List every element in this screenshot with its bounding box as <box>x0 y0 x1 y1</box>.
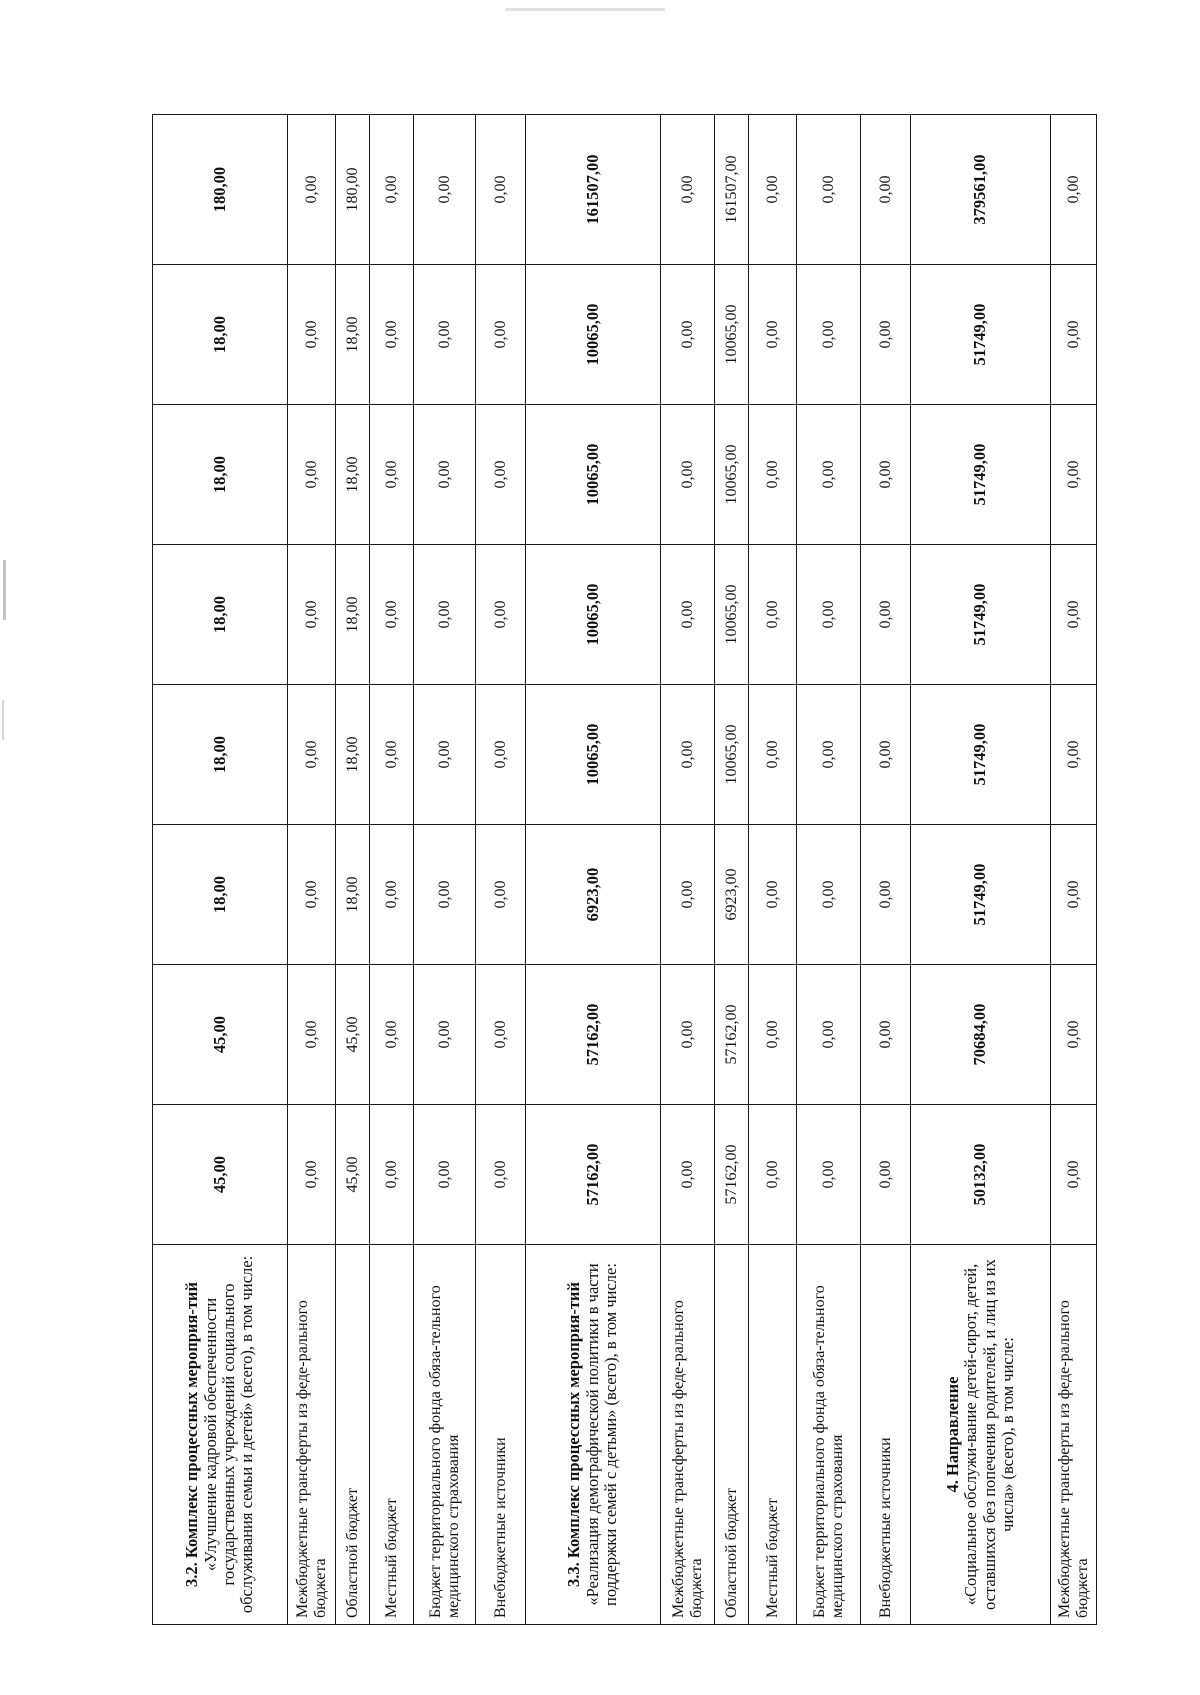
value-cell: 0,00 <box>370 965 414 1105</box>
value-cell: 0,00 <box>749 405 797 545</box>
value-cell: 10065,00 <box>526 685 661 825</box>
value-cell: 0,00 <box>414 1105 476 1245</box>
value-cell: 0,00 <box>861 685 911 825</box>
value-cell: 0,00 <box>797 265 861 405</box>
value-cell: 0,00 <box>861 405 911 545</box>
value-cell: 0,00 <box>370 825 414 965</box>
value-cell: 0,00 <box>1051 265 1097 405</box>
value-cell: 0,00 <box>797 825 861 965</box>
row-label: Местный бюджет <box>370 1245 414 1625</box>
value-cell: 18,00 <box>153 545 288 685</box>
table-row <box>1051 115 1097 1625</box>
value-cell: 18,00 <box>336 685 370 825</box>
value-cell: 0,00 <box>476 965 526 1105</box>
value-cell: 0,00 <box>797 405 861 545</box>
value-cell: 0,00 <box>749 545 797 685</box>
value-cell: 180,00 <box>153 115 288 265</box>
scan-speck <box>505 8 665 11</box>
value-cell: 10065,00 <box>715 685 749 825</box>
value-cell: 0,00 <box>414 265 476 405</box>
table-row <box>414 115 476 1625</box>
value-cell: 0,00 <box>797 115 861 265</box>
value-cell: 0,00 <box>861 115 911 265</box>
budget-table <box>152 114 1097 1625</box>
value-cell: 0,00 <box>476 405 526 545</box>
value-cell: 57162,00 <box>715 1105 749 1245</box>
value-cell: 0,00 <box>749 825 797 965</box>
table-row <box>661 115 715 1625</box>
value-cell: 0,00 <box>414 405 476 545</box>
value-cell: 18,00 <box>336 405 370 545</box>
value-cell: 6923,00 <box>526 825 661 965</box>
value-cell: 161507,00 <box>715 115 749 265</box>
value-cell: 0,00 <box>476 115 526 265</box>
value-cell: 0,00 <box>861 965 911 1105</box>
value-cell: 0,00 <box>414 545 476 685</box>
value-cell: 0,00 <box>288 825 336 965</box>
value-cell: 51749,00 <box>911 545 1051 685</box>
value-cell: 0,00 <box>476 685 526 825</box>
value-cell: 0,00 <box>1051 685 1097 825</box>
table-row <box>476 115 526 1625</box>
section-description: «Социальное обслужи-вание детей-сирот, детей, оставшихся без попечения родителей, и лиц из их числа» (всего), в том числе: <box>961 1259 1017 1610</box>
value-cell: 10065,00 <box>526 405 661 545</box>
value-cell: 18,00 <box>153 685 288 825</box>
value-cell: 57162,00 <box>715 965 749 1105</box>
table-row <box>715 115 749 1625</box>
scan-speck <box>3 560 6 620</box>
table-section-row <box>911 115 1051 1625</box>
value-cell: 0,00 <box>749 1105 797 1245</box>
value-cell: 0,00 <box>1051 405 1097 545</box>
table-body <box>153 115 1097 1625</box>
value-cell: 0,00 <box>797 545 861 685</box>
value-cell: 0,00 <box>1051 825 1097 965</box>
value-cell: 45,00 <box>336 1105 370 1245</box>
value-cell: 51749,00 <box>911 265 1051 405</box>
row-label: Бюджет территориального фонда обяза-тельного медицинского страхования <box>414 1245 476 1625</box>
value-cell: 0,00 <box>414 685 476 825</box>
value-cell: 10065,00 <box>526 265 661 405</box>
value-cell: 0,00 <box>476 545 526 685</box>
value-cell: 0,00 <box>414 825 476 965</box>
value-cell: 0,00 <box>476 825 526 965</box>
value-cell: 0,00 <box>661 115 715 265</box>
value-cell: 18,00 <box>153 265 288 405</box>
table-row <box>370 115 414 1625</box>
table-row <box>288 115 336 1625</box>
section-title: 4. Направление <box>942 1376 962 1493</box>
value-cell: 0,00 <box>370 1105 414 1245</box>
value-cell: 0,00 <box>370 265 414 405</box>
value-cell: 0,00 <box>476 1105 526 1245</box>
row-label: Межбюджетные трансферты из феде-рального бюджета <box>661 1245 715 1625</box>
value-cell: 57162,00 <box>526 965 661 1105</box>
value-cell: 161507,00 <box>526 115 661 265</box>
value-cell: 10065,00 <box>715 545 749 685</box>
table-row <box>336 115 370 1625</box>
value-cell: 0,00 <box>414 115 476 265</box>
value-cell: 0,00 <box>797 685 861 825</box>
value-cell: 45,00 <box>336 965 370 1105</box>
table-section-row <box>526 115 661 1625</box>
value-cell: 0,00 <box>749 265 797 405</box>
row-label: Межбюджетные трансферты из феде-рального бюджета <box>288 1245 336 1625</box>
value-cell: 0,00 <box>288 115 336 265</box>
row-label: Межбюджетные трансферты из феде-рального бюджета <box>1051 1245 1097 1625</box>
value-cell: 0,00 <box>861 825 911 965</box>
value-cell: 51749,00 <box>911 405 1051 545</box>
value-cell: 0,00 <box>476 265 526 405</box>
row-label: Областной бюджет <box>336 1245 370 1625</box>
value-cell: 0,00 <box>661 965 715 1105</box>
table-section-row <box>153 115 288 1625</box>
value-cell: 70684,00 <box>911 965 1051 1105</box>
row-label: Бюджет территориального фонда обяза-тельного медицинского страхования <box>797 1245 861 1625</box>
value-cell: 0,00 <box>797 965 861 1105</box>
value-cell: 0,00 <box>1051 115 1097 265</box>
value-cell: 0,00 <box>661 685 715 825</box>
table-row <box>749 115 797 1625</box>
value-cell: 50132,00 <box>911 1105 1051 1245</box>
value-cell: 0,00 <box>661 545 715 685</box>
value-cell: 0,00 <box>749 685 797 825</box>
value-cell: 0,00 <box>288 965 336 1105</box>
value-cell: 0,00 <box>861 545 911 685</box>
value-cell: 51749,00 <box>911 825 1051 965</box>
value-cell: 18,00 <box>336 265 370 405</box>
value-cell: 10065,00 <box>715 405 749 545</box>
value-cell: 0,00 <box>288 1105 336 1245</box>
section-description: «Реализация демографической политики в части поддержки семей с детьми» (всего), в том числе: <box>582 1263 621 1606</box>
table-row <box>861 115 911 1625</box>
value-cell: 45,00 <box>153 965 288 1105</box>
section-description: «Улучшение кадровой обеспеченности государственных учреждений социального обслуживания семьи и детей» (всего), в том числе: <box>200 1255 257 1614</box>
value-cell: 0,00 <box>661 405 715 545</box>
value-cell: 0,00 <box>661 825 715 965</box>
value-cell: 45,00 <box>153 1105 288 1245</box>
value-cell: 18,00 <box>336 825 370 965</box>
row-label: Областной бюджет <box>715 1245 749 1625</box>
row-label: Внебюджетные источники <box>476 1245 526 1625</box>
value-cell: 0,00 <box>661 1105 715 1245</box>
rotated-table-wrapper <box>152 115 1097 1625</box>
value-cell: 180,00 <box>336 115 370 265</box>
section-label <box>526 1245 661 1625</box>
value-cell: 0,00 <box>861 265 911 405</box>
value-cell: 379561,00 <box>911 115 1051 265</box>
value-cell: 0,00 <box>288 545 336 685</box>
value-cell: 0,00 <box>414 965 476 1105</box>
scan-speck <box>2 700 4 740</box>
section-title: 3.3. Комплекс процессных мероприя-тий <box>564 1282 584 1587</box>
value-cell: 0,00 <box>661 265 715 405</box>
value-cell: 0,00 <box>370 405 414 545</box>
value-cell: 0,00 <box>288 405 336 545</box>
section-label <box>911 1245 1051 1625</box>
row-label: Внебюджетные источники <box>861 1245 911 1625</box>
value-cell: 18,00 <box>153 405 288 545</box>
section-label <box>153 1245 288 1625</box>
row-label: Местный бюджет <box>749 1245 797 1625</box>
value-cell: 18,00 <box>336 545 370 685</box>
value-cell: 6923,00 <box>715 825 749 965</box>
value-cell: 10065,00 <box>526 545 661 685</box>
value-cell: 0,00 <box>749 115 797 265</box>
value-cell: 0,00 <box>370 685 414 825</box>
section-title: 3.2. Комплекс процессных мероприя-тий <box>182 1282 202 1587</box>
value-cell: 0,00 <box>370 545 414 685</box>
value-cell: 0,00 <box>288 685 336 825</box>
value-cell: 0,00 <box>1051 1105 1097 1245</box>
value-cell: 0,00 <box>797 1105 861 1245</box>
value-cell: 0,00 <box>749 965 797 1105</box>
value-cell: 57162,00 <box>526 1105 661 1245</box>
value-cell: 0,00 <box>288 265 336 405</box>
value-cell: 10065,00 <box>715 265 749 405</box>
value-cell: 0,00 <box>1051 545 1097 685</box>
value-cell: 0,00 <box>370 115 414 265</box>
value-cell: 51749,00 <box>911 685 1051 825</box>
value-cell: 0,00 <box>861 1105 911 1245</box>
value-cell: 18,00 <box>153 825 288 965</box>
value-cell: 0,00 <box>1051 965 1097 1105</box>
table-row <box>797 115 861 1625</box>
